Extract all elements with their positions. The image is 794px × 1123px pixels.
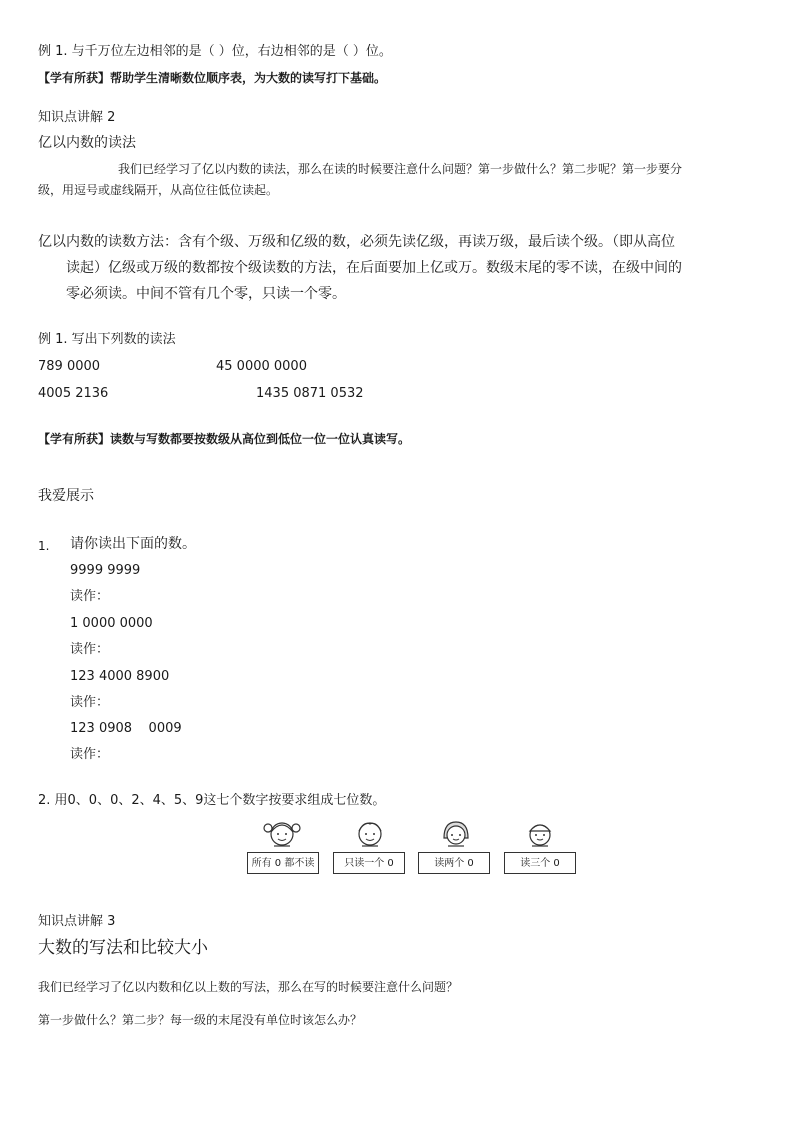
intro-line-2: 级，用逗号或虚线隔开，从高位往低位读起。: [38, 183, 279, 197]
example-1-top: 例 1. 与千万位左边相邻的是（ ）位，右边相邻的是（ ）位。: [38, 44, 392, 59]
section-heading-2: 知识点讲解 2: [38, 110, 116, 125]
q1-read-prompt: 读作：: [70, 642, 110, 657]
section-title-2: 亿以内数的读法: [38, 135, 136, 151]
boy-face-icon: [350, 816, 390, 850]
question-1-number: 1.: [38, 539, 50, 553]
q1-number: 123 4000 8900: [70, 669, 170, 684]
girl-pigtails-icon: [262, 816, 302, 850]
method-line-3: 零必须读。中间不管有几个零，只读一个零。: [66, 286, 346, 302]
boy-cap-icon: [520, 816, 560, 850]
question-1-text: 请你读出下面的数。: [70, 536, 196, 552]
number-item: 789 0000: [38, 359, 101, 374]
card-label: 所有 0 都不读: [247, 852, 319, 874]
q1-read-prompt: 读作：: [70, 589, 110, 604]
card-label: 读两个 0: [418, 852, 490, 874]
q1-read-prompt: 读作：: [70, 695, 110, 710]
intro-line-1: 我们已经学习了亿以内数的读法，那么在读的时候要注意什么问题？第一步做什么？第二步呢？第一步要分: [118, 162, 683, 176]
number-item: 45 0000 0000: [216, 359, 307, 374]
q1-number: 1 0000 0000: [70, 616, 153, 631]
number-item: 4005 2136: [38, 386, 109, 401]
section-3-line-1: 我们已经学习了亿以内数和亿以上数的写法，那么在写的时候要注意什么问题？: [38, 980, 459, 994]
method-line-1: 亿以内数的读数方法：含有个级、万级和亿级的数，必须先读亿级，再读万级，最后读个级。（即从高位: [38, 234, 675, 250]
section-3-line-2: 第一步做什么？第二步？每一级的末尾没有单位时该怎么办？: [38, 1013, 363, 1027]
method-line-2: 读起）亿级或万级的数都按个级读数的方法，在后面要加上亿或万。数级末尾的零不读，在级中间的: [66, 260, 682, 276]
learning-gain-2: 【学有所获】读数与写数都要按数级从高位到低位一位一位认真读写。: [38, 432, 411, 446]
card-label: 读三个 0: [504, 852, 576, 874]
q1-number: 9999 9999: [70, 563, 141, 578]
learning-gain-1: 【学有所获】帮助学生清晰数位顺序表，为大数的读写打下基础。: [38, 71, 387, 85]
number-item: 1435 0871 0532: [256, 386, 364, 401]
section-title-3: 大数的写法和比较大小: [38, 938, 208, 958]
question-2-text: 2. 用0、0、0、2、4、5、9这七个数字按要求组成七位数。: [38, 793, 386, 808]
q1-number: 123 0908 0009: [70, 721, 182, 736]
q1-read-prompt: 读作：: [70, 747, 110, 762]
example-1-title: 例 1. 写出下列数的读法: [38, 332, 176, 347]
girl-short-hair-icon: [436, 816, 476, 850]
section-heading-3: 知识点讲解 3: [38, 914, 116, 929]
card-label: 只读一个 0: [333, 852, 405, 874]
show-title: 我爱展示: [38, 488, 94, 504]
